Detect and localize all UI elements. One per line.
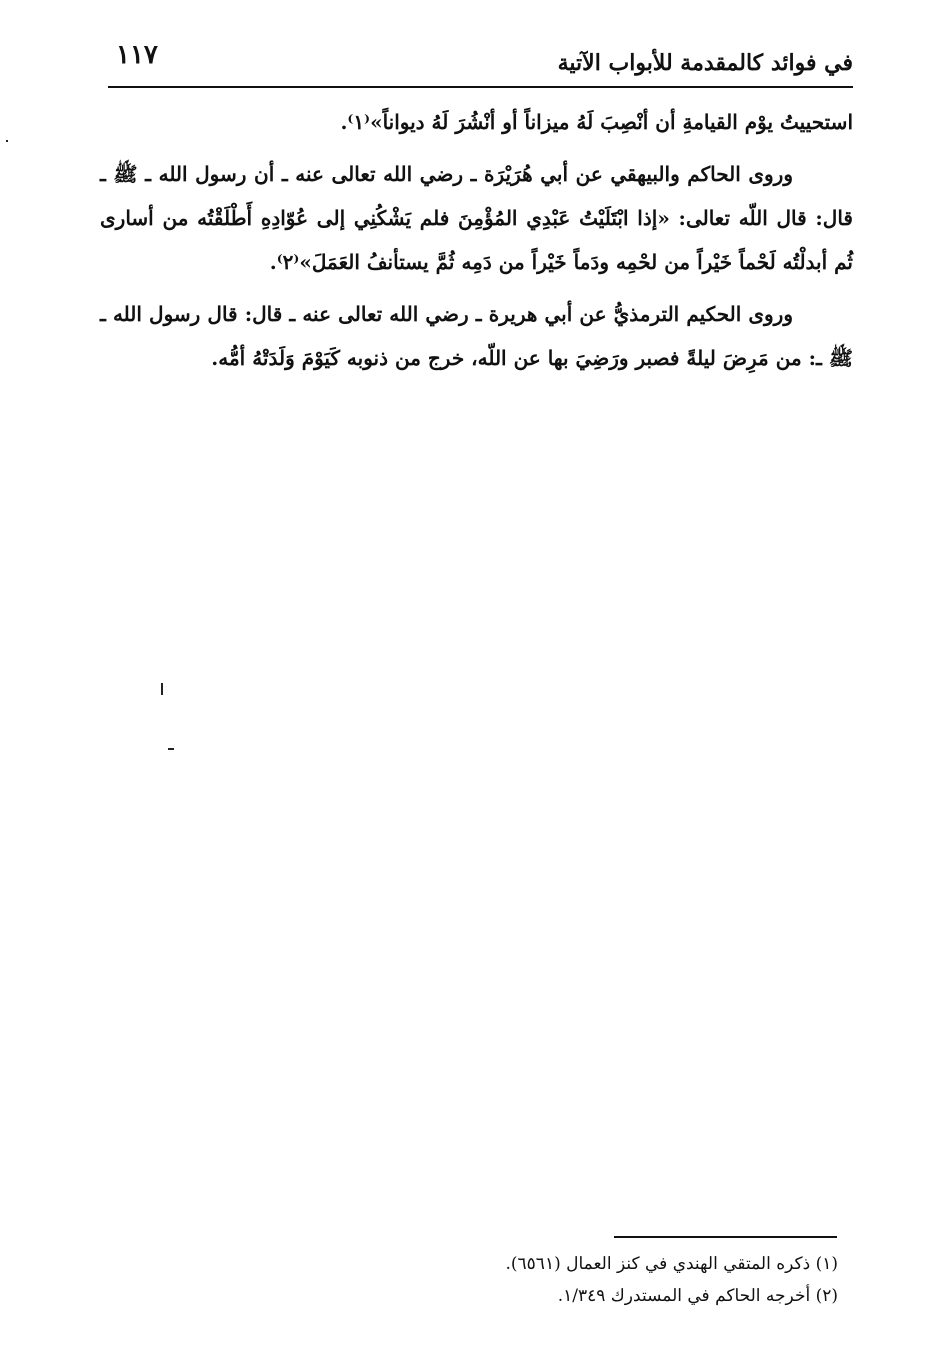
scan-speck [168,748,174,750]
footnote-divider [614,1236,837,1238]
footnote: (٢) أخرجه الحاكم في المستدرك ١/٣٤٩. [557,1286,838,1306]
scan-speck [6,140,8,142]
page-header [108,38,853,88]
paragraph: وروى الحاكم والبيهقي عن أبي هُرَيْرَة ـ رضي الله تعالى عنه ـ أن رسول الله ـ ﷺ ـ قال: قال اللّه تعالى: «إذا ابْتَلَيْتُ عَبْدِي المُؤْمِنَ فلم يَشْكُنِي إلى عُوّادِهِ أَطْلَقْتُه من أسارى ثُم أبدلْتُه لَحْماً خَيْراً من لحْمِه ودَماً خَيْراً من دَمِه ثُمَّ يستأنفُ العَمَلَ»⁽٢⁾. [100,162,853,274]
paragraph: استحييتُ يوْم القيامةِ أن أنْصِبَ لَهُ ميزاناً أو أنْشُرَ لَهُ ديواناً»⁽١⁾. [340,110,853,134]
running-title: في فوائد كالمقدمة للأبواب الآتية [557,50,853,76]
footnotes [300,1248,838,1312]
main-text [100,100,853,380]
page-number: ١١٧ [116,40,158,70]
footnote: (١) ذكره المتقي الهندي في كنز العمال (٦٥٦١). [505,1254,838,1274]
scan-speck [161,683,163,695]
paragraph: وروى الحكيم الترمذيُّ عن أبي هريرة ـ رضي الله تعالى عنه ـ قال: قال رسول الله ـ ﷺ ـ: من مَرِضَ ليلةً فصبر ورَضِيَ بها عن اللّه، خرج من ذنوبه كَيَوْمَ وَلَدَتْهُ أمُّه. [100,302,853,370]
